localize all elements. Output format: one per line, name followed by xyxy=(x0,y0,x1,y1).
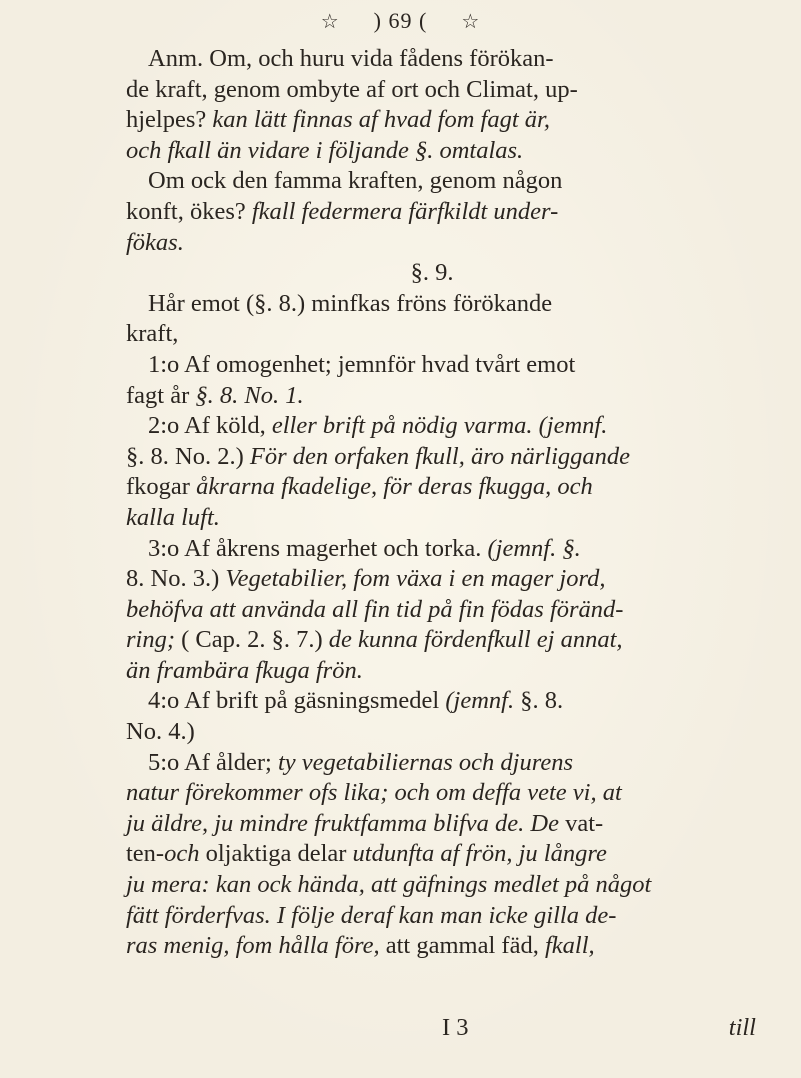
text-line xyxy=(126,809,798,840)
roman-text: att gammal fäd, xyxy=(385,932,545,960)
text-line xyxy=(126,870,798,901)
italic-text: ju äldre, ju mindre fruktfamma blifva de. De xyxy=(126,809,566,837)
signature-mark: I 3 xyxy=(442,1014,469,1041)
text-line xyxy=(126,686,798,717)
roman-text: 4:o Af brift på gäsningsmedel xyxy=(148,687,446,715)
roman-text: ( Cap. 2. §. 7.) xyxy=(181,626,329,654)
text-line xyxy=(126,75,798,106)
text-line xyxy=(126,472,798,503)
text-line xyxy=(126,228,798,259)
roman-text: ten- xyxy=(126,840,165,868)
text-line xyxy=(126,595,798,626)
text-line xyxy=(126,717,798,748)
text-line xyxy=(126,656,798,687)
text-line xyxy=(126,931,798,962)
roman-text: hjelpes? xyxy=(126,106,213,134)
roman-text: vat- xyxy=(565,809,604,837)
roman-text: 8. No. 3.) xyxy=(126,565,226,593)
text-line xyxy=(126,350,798,381)
italic-text: fkall, xyxy=(544,932,595,960)
roman-text: 2:o Af köld, xyxy=(148,412,272,440)
text-line xyxy=(126,839,798,870)
italic-text: (jemnf. §. xyxy=(487,534,581,562)
roman-text: fkogar xyxy=(126,473,197,501)
text-line xyxy=(126,258,798,289)
body-text xyxy=(126,44,798,962)
text-line xyxy=(126,503,798,534)
text-line xyxy=(126,44,798,75)
italic-text: än frambära fkuga frön. xyxy=(126,656,363,684)
italic-text: (jemnf. xyxy=(445,687,521,715)
text-line xyxy=(126,381,798,412)
right-ornament-icon: ☆ xyxy=(461,11,481,33)
italic-text: eller brift på nödig varma. (jemnf. xyxy=(271,412,608,440)
text-line xyxy=(126,442,798,473)
italic-text: kan lätt finnas af hvad fom fagt är, xyxy=(212,106,550,134)
text-line xyxy=(126,411,798,442)
roman-text: Om ock den famma kraften, genom någon xyxy=(148,167,563,195)
roman-text: fagt år xyxy=(126,381,196,409)
text-line xyxy=(126,105,798,136)
italic-text: behöfva att använda all fin tid på fin födas föränd- xyxy=(126,595,624,623)
text-line xyxy=(126,748,798,779)
italic-text: fätt förderfvas. I följe deraf kan man icke gilla de- xyxy=(126,901,617,929)
roman-text: §. 9. xyxy=(410,259,454,287)
text-line xyxy=(126,319,798,350)
roman-text: de kraft, genom ombyte af ort och Climat, up- xyxy=(126,75,578,103)
italic-text: ring; xyxy=(126,626,182,654)
italic-text: natur förekommer ofs lika; och om deffa vete vi, at xyxy=(126,779,622,807)
text-line xyxy=(126,625,798,656)
italic-text: och xyxy=(164,840,206,868)
italic-text: de kunna fördenfkull ej annat, xyxy=(328,626,623,654)
italic-text: För den orfaken fkull, äro närliggande xyxy=(249,442,631,470)
roman-text: §. 8. xyxy=(520,687,564,715)
text-line xyxy=(126,564,798,595)
catchword: till xyxy=(728,1014,756,1041)
italic-text: Vegetabilier, fom växa i en mager jord, xyxy=(225,565,606,593)
italic-text: ju mera: kan ock hända, att gäfnings medlet på något xyxy=(126,871,652,899)
roman-text: Hår emot (§. 8.) minfkas fröns förökande xyxy=(148,289,553,317)
left-ornament-icon: ☆ xyxy=(320,11,340,33)
roman-text: konft, ökes? xyxy=(126,197,252,225)
roman-text: kraft, xyxy=(126,320,179,348)
roman-text: oljaktiga delar xyxy=(205,840,353,868)
italic-text: §. 8. No. 1. xyxy=(195,381,304,409)
text-line xyxy=(126,778,798,809)
roman-text: §. 8. No. 2.) xyxy=(126,442,250,470)
text-line xyxy=(126,166,798,197)
text-line xyxy=(126,901,798,932)
italic-text: fkall federmera färfkildt under- xyxy=(251,197,559,225)
page-header xyxy=(0,8,801,34)
italic-text: ty vegetabiliernas och djurens xyxy=(277,748,574,776)
text-line xyxy=(126,197,798,228)
text-line xyxy=(126,534,798,565)
italic-text: och fkall än vidare i följande §. omtalas. xyxy=(126,136,524,164)
roman-text: 1:o Af omogenhet; jemnför hvad tvårt emot xyxy=(148,350,576,378)
page-number: ) 69 ( xyxy=(373,8,428,33)
roman-text: Anm. Om, och huru vida fådens förökan- xyxy=(148,45,554,72)
text-line xyxy=(126,289,798,320)
italic-text: kalla luft. xyxy=(126,503,220,531)
italic-text: åkrarna fkadelige, för deras fkugga, och xyxy=(196,473,593,501)
roman-text: 3:o Af åkrens magerhet och torka. xyxy=(148,534,488,562)
italic-text: fökas. xyxy=(126,228,184,256)
roman-text: 5:o Af ålder; xyxy=(148,748,278,776)
roman-text: No. 4.) xyxy=(126,718,195,746)
italic-text: ras menig, fom hålla före, xyxy=(126,932,386,960)
text-line xyxy=(126,136,798,167)
italic-text: utdunfta af frön, ju långre xyxy=(352,840,607,868)
